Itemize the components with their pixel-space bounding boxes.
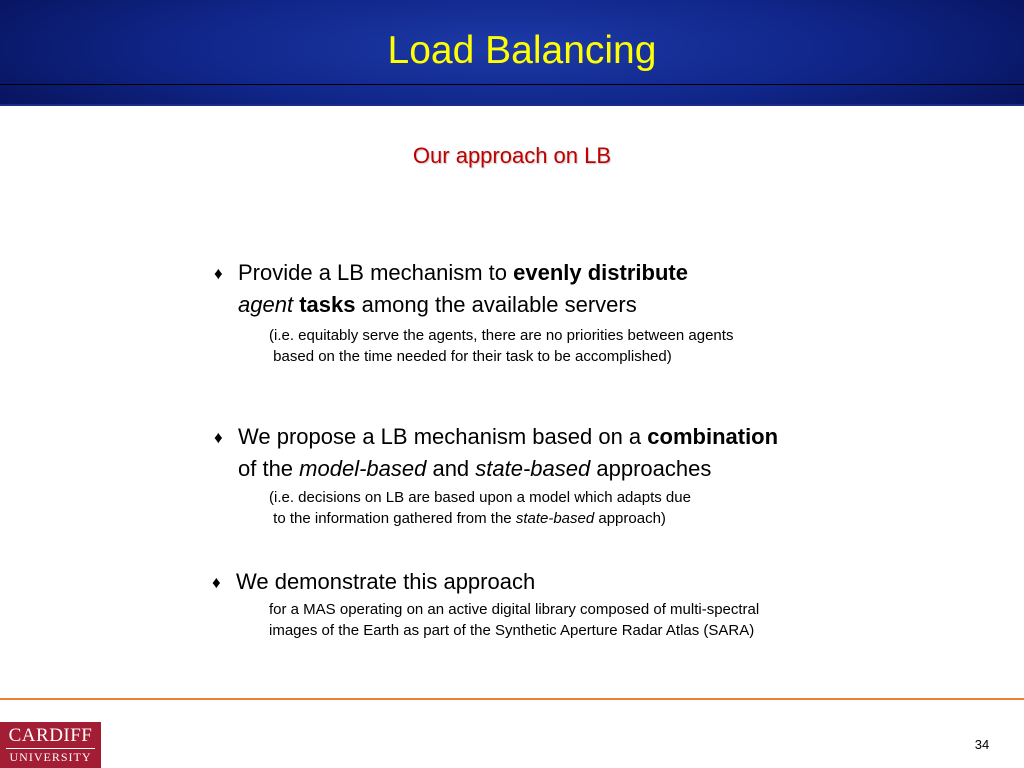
bullet-1-emphasis: evenly distribute	[513, 260, 688, 285]
bullet-2-note-line-2: to the information gathered from the state-based approach)	[269, 510, 666, 527]
bullet-2-note-state-based: state-based	[515, 510, 595, 527]
slide-title: Load Balancing	[387, 29, 657, 72]
bullet-1	[214, 257, 688, 320]
bullet-3-note-line-2: images of the Earth as part of the Synthetic Aperture Radar Atlas (SARA)	[269, 622, 755, 639]
bullet-2-note-line-1: (i.e. decisions on LB are based upon a model which adapts due	[269, 489, 691, 506]
cardiff-university-logo	[0, 722, 101, 768]
bullet-3-note-line-1: for a MAS operating on an active digital library composed of multi-spectral	[269, 601, 760, 618]
bullet-3	[212, 566, 535, 598]
bullet-1-note	[269, 325, 733, 367]
bullet-2-emphasis: combination	[647, 424, 779, 449]
bullet-2	[214, 421, 778, 484]
bullet-1-text-b: among the available servers	[355, 292, 637, 317]
title-bar	[0, 0, 1024, 106]
title-bar-bottom-edge	[0, 104, 1024, 106]
bullet-1-line-2	[214, 289, 688, 320]
bullet-1-line-1	[214, 257, 688, 289]
logo-line-2: UNIVERSITY	[9, 750, 92, 764]
title-bar-line	[0, 84, 1024, 85]
diamond-bullet-icon: ♦	[214, 264, 223, 283]
bullet-3-text: We demonstrate this approach	[236, 569, 536, 594]
bullet-2-line-2: of the model-based and state-based approaches	[238, 456, 712, 481]
bullet-2-text-a: We propose a LB mechanism based on a	[238, 424, 648, 449]
logo-line-1: CARDIFF	[8, 725, 93, 746]
bullet-1-agent: agent	[238, 292, 294, 317]
bullet-1-text-a: Provide a LB mechanism to	[238, 260, 514, 285]
diamond-bullet-icon: ♦	[214, 428, 223, 447]
footer-divider	[0, 698, 1024, 700]
bullet-2-state-based: state-based	[475, 456, 591, 481]
bullet-2-note	[269, 487, 691, 529]
bullet-2-line-1	[214, 421, 778, 453]
diamond-bullet-icon: ♦	[212, 573, 221, 592]
page-number: 34	[974, 737, 990, 752]
bullet-3-note	[269, 599, 759, 641]
slide-subtitle: Our approach on LB	[412, 143, 612, 168]
logo-rule	[6, 748, 95, 749]
bullet-1-tasks: tasks	[299, 292, 356, 317]
bullet-1-note-line-2: based on the time needed for their task to be accomplished)	[269, 348, 672, 365]
bullet-1-note-line-1: (i.e. equitably serve the agents, there are no priorities between agents	[269, 327, 734, 344]
bullet-2-model-based: model-based	[299, 456, 427, 481]
bullet-3-line-1	[212, 566, 535, 598]
